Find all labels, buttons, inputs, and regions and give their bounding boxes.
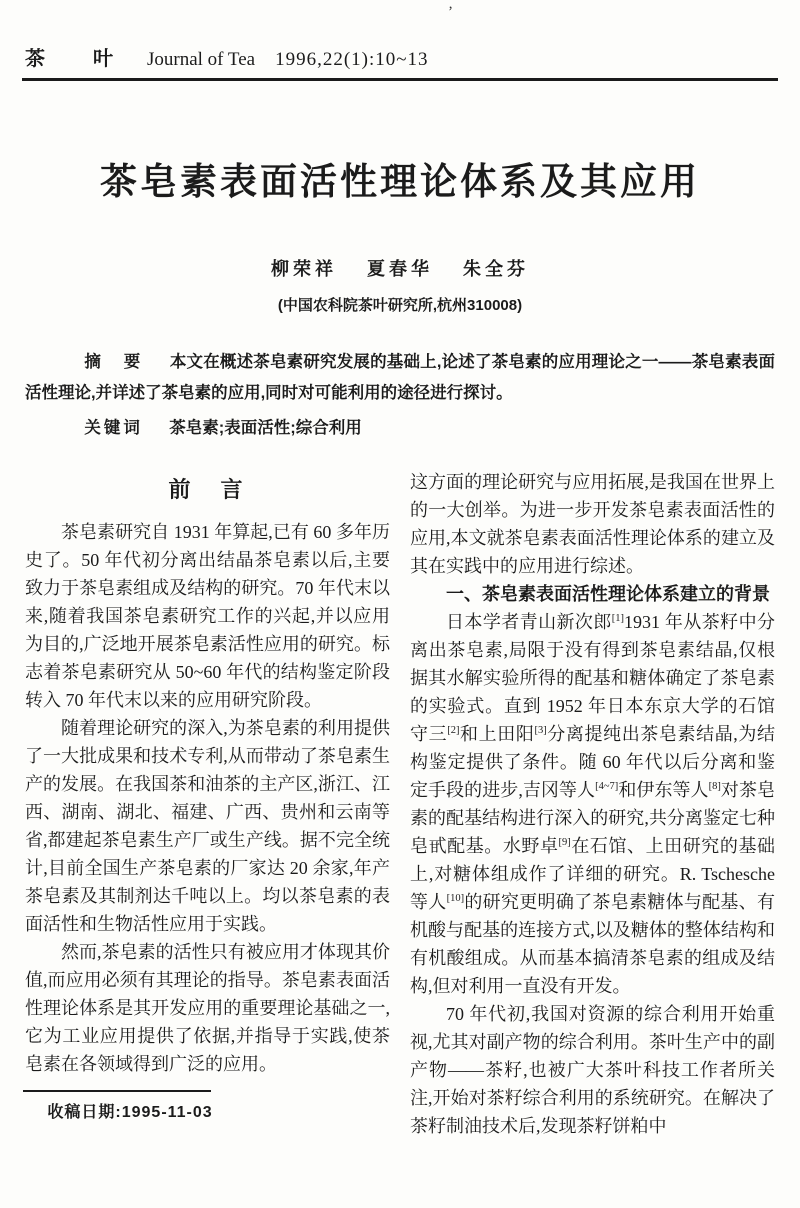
article-title: 茶皂素表面活性理论体系及其应用 — [100, 162, 700, 203]
text-segment: 的研究更明确了茶皂素糖体与配基、有机酸与配基的连接方式,以及糖体的整体结构和有机酸组成。从而基本搞清茶皂素的组成及结构,但对利用一直没有开发。 — [410, 892, 776, 996]
text-segment: 分离提纯出茶皂素结晶,为结构鉴定提供了条件。随 60 年代以后分离和鉴定手段的进步,吉冈等人 — [410, 724, 776, 800]
abstract-block — [25, 347, 775, 444]
right-column — [410, 468, 775, 1140]
citation-ref: [8] — [708, 781, 721, 792]
text-segment: 和上田阳 — [459, 724, 535, 744]
text-segment: 1931 年从茶籽中分离出茶皂素,局限于没有得到茶皂素结晶,仅根据其水解实验所得的配基和糖体确定了茶皂素的实验式。直到 1952 年日本东京大学的石馆守三 — [410, 612, 775, 744]
received-date: 收稿日期:1995-11-03 — [47, 1104, 213, 1121]
citation-ref: [2] — [447, 725, 460, 736]
author-list — [25, 255, 775, 281]
journal-issue-info: 1996,22(1):10~13 — [275, 49, 429, 70]
foreword-paragraph-1: 茶皂素研究自 1931 年算起,已有 60 多年历史了。50 年代初分离出结晶茶皂素以后,主要致力于茶皂素组成及结构的研究。70 年代末以来,随着我国茶皂素研究工作的兴起,并以应用为目的,广泛地开展茶皂素活性应用的研究。标志着茶皂素研究从 50~60 年代的结构鉴定阶段转入 70 年代末以来的应用研究阶段。 — [25, 522, 390, 710]
keywords-text: 茶皂素;表面活性;综合利用 — [169, 419, 362, 437]
abstract-paragraph — [25, 347, 775, 409]
citation-ref: [1] — [611, 613, 624, 624]
background-paragraph — [410, 608, 775, 1000]
footnote-divider — [23, 1090, 211, 1092]
abstract-label: 摘 要 — [84, 353, 144, 371]
journal-name-english: Journal of Tea — [147, 49, 256, 70]
affiliation: (中国农科院茶叶研究所,杭州310008) — [277, 297, 523, 314]
scan-artifact-mark: ’ — [448, 4, 453, 20]
citation-ref: [10] — [446, 893, 465, 904]
author-name: 朱全芬 — [463, 259, 529, 279]
left-column — [25, 468, 390, 1140]
citation-ref: [4~7] — [595, 781, 619, 792]
text-segment: 对茶皂素的配基结构进行深入的研究,共分离鉴定七种皂甙配基。水野卓 — [410, 780, 776, 856]
journal-header — [25, 0, 775, 71]
foreword-paragraph-2: 随着理论研究的深入,为茶皂素的利用提供了一大批成果和技术专利,从而带动了茶皂素生产的发展。在我国茶和油茶的主产区,浙江、江西、湖南、湖北、福建、广西、贵州和云南等省,都建起茶皂素生产厂或生产线。据不完全统计,目前全国生产茶皂素的厂家达 20 余家,年产茶皂素及其制剂达千吨以上。均以茶皂素的表面活性和生物活性应用于实践。 — [25, 718, 390, 934]
section-heading-1: 一、茶皂素表面活性理论体系建立的背景 — [446, 584, 770, 604]
author-name: 柳荣祥 — [271, 259, 337, 279]
text-segment: 和伊东等人 — [618, 780, 709, 800]
author-name: 夏春华 — [367, 259, 433, 279]
abstract-text: 本文在概述茶皂素研究发展的基础上,论述了茶皂素的应用理论之一——茶皂素表面活性理论,并详述了茶皂素的应用,同时对可能利用的途径进行探讨。 — [25, 353, 775, 402]
section-heading-foreword: 前 言 — [168, 477, 247, 502]
citation-ref: [9] — [558, 837, 571, 848]
foreword-paragraph-3: 然而,茶皂素的活性只有被应用才体现其价值,而应用必须有其理论的指导。茶皂素表面活性理论体系是其开发应用的重要理论基础之一,它为工业应用提供了依据,并指导于实践,使茶皂素在各领域得到广泛的应用。 — [25, 942, 390, 1074]
keywords-paragraph — [25, 413, 775, 444]
text-segment: 在石馆、上田研究的基础上,对糖体组成作了详细的研究。R. Tschesche 等人 — [410, 836, 776, 912]
two-column-body — [25, 468, 775, 1140]
header-divider — [22, 78, 778, 81]
background-paragraph-2: 70 年代初,我国对资源的综合利用开始重视,尤其对副产物的综合利用。茶叶生产中的副产物——茶籽,也被广大茶叶科技工作者所关注,开始对茶籽综合利用的系统研究。在解决了茶籽制油技术后,发现茶籽饼粕中 — [410, 1004, 775, 1136]
citation-ref: [3] — [534, 725, 547, 736]
keywords-label: 关键词 — [84, 419, 143, 437]
text-segment: 日本学者青山新次郎 — [446, 612, 612, 632]
continued-paragraph: 这方面的理论研究与应用拓展,是我国在世界上的一大创举。为进一步开发茶皂素表面活性的应用,本文就茶皂素表面活性理论体系的建立及其在实践中的应用进行综述。 — [410, 472, 775, 576]
journal-name-chinese: 茶 叶 — [25, 48, 127, 70]
